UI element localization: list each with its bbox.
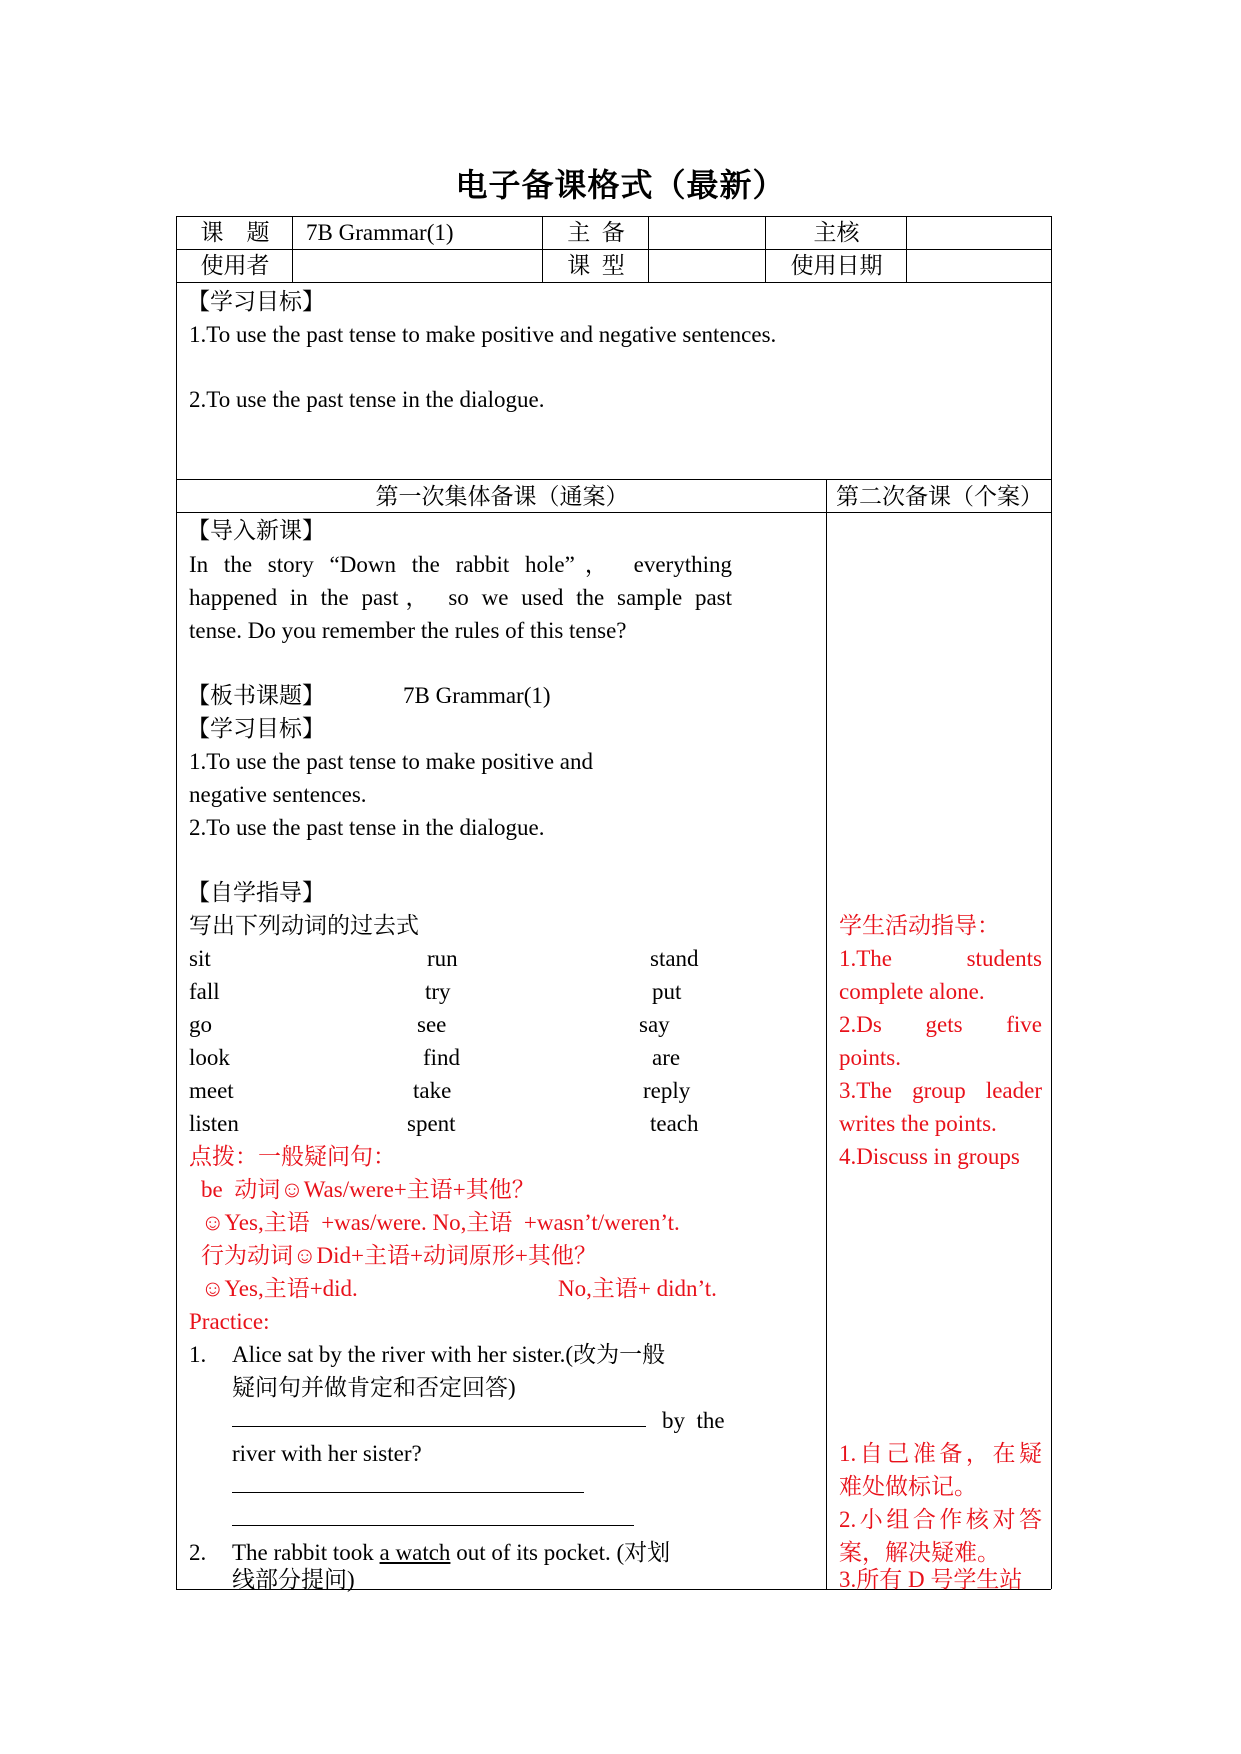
selfstudy-heading: 【自学指导】 <box>187 880 325 905</box>
verb-cell: are <box>652 1045 681 1070</box>
notes-line: 难处做标记。 <box>839 1474 977 1499</box>
table-col-divider <box>648 216 649 282</box>
answer-blank[interactable] <box>232 1402 646 1427</box>
document-title: 电子备课格式（最新） <box>455 167 786 203</box>
label-lesson-type: 课 型 <box>567 253 625 278</box>
label-reviewer: 主核 <box>813 220 860 245</box>
tips-heading: 点拨：一般疑问句： <box>189 1144 396 1169</box>
q1-line: river with her sister? <box>232 1441 422 1466</box>
practice-heading: Practice: <box>189 1309 270 1334</box>
table-col-divider <box>906 216 907 282</box>
goals2-line: 1.To use the past tense to make positive and <box>189 749 593 774</box>
notes-line: 案，解决疑难。 <box>839 1540 1000 1565</box>
goal-item: 1.To use the past tense to make positive and negative sentences. <box>189 322 777 347</box>
guide-line: 2.Ds gets five <box>839 1012 1042 1037</box>
board-heading: 【板书课题】 <box>187 683 325 708</box>
guide-line: 3.The group leader <box>839 1078 1042 1103</box>
goal-item: 2.To use the past tense in the dialogue. <box>189 387 545 412</box>
tips-line: ☺Yes,主语+did. <box>201 1276 358 1301</box>
table-col-divider <box>765 216 766 282</box>
column-header-left: 第一次集体备课（通案） <box>375 484 629 509</box>
value-topic: 7B Grammar(1) <box>306 220 454 245</box>
notes-line: 3.所有 D 号学生站 <box>839 1567 1023 1592</box>
notes-line: 1.自己准备，在疑 <box>839 1441 1042 1466</box>
verb-cell: find <box>423 1045 461 1070</box>
selfstudy-instruction: 写出下列动词的过去式 <box>189 913 419 938</box>
table-col-divider <box>826 479 827 1589</box>
verb-cell: see <box>417 1012 447 1037</box>
table-border-right <box>1051 216 1052 1589</box>
intro-line: tense. Do you remember the rules of this tense? <box>189 618 627 643</box>
verb-cell: try <box>425 979 451 1004</box>
q2-underlined: a watch <box>379 1540 451 1565</box>
answer-blank[interactable] <box>232 1468 584 1493</box>
goals2-line: negative sentences. <box>189 782 367 807</box>
guide-line: writes the points. <box>839 1111 997 1136</box>
tips-line: 行为动词☺Did+主语+动词原形+其他？ <box>201 1243 597 1268</box>
q1-line: by the <box>662 1408 725 1433</box>
verb-cell: fall <box>189 979 220 1004</box>
verb-cell: listen <box>189 1111 239 1136</box>
q2-text-post: out of its pocket. (对划 <box>450 1540 671 1565</box>
answer-blank[interactable] <box>232 1501 634 1526</box>
intro-heading: 【导入新课】 <box>187 518 325 543</box>
column-header-right: 第二次备课（个案） <box>836 484 1043 509</box>
intro-line: happened in the past， so we used the sample past <box>189 585 732 610</box>
q2-line: 线部分提问) <box>232 1567 355 1592</box>
guide-line: 4.Discuss in groups <box>839 1144 1020 1169</box>
table-row-divider <box>176 282 1051 283</box>
verb-cell: teach <box>650 1111 699 1136</box>
q2-line <box>232 1536 670 1569</box>
verb-cell: stand <box>650 946 699 971</box>
intro-line: In the story “Down the rabbit hole”， everything <box>189 552 732 577</box>
goals-heading: 【学习目标】 <box>187 289 325 314</box>
verb-cell: run <box>427 946 458 971</box>
verb-cell: sit <box>189 946 211 971</box>
table-col-divider <box>542 216 543 282</box>
guide-line: complete alone. <box>839 979 985 1004</box>
label-main-preparer: 主 备 <box>567 220 625 245</box>
verb-cell: spent <box>407 1111 456 1136</box>
label-user: 使用者 <box>200 253 270 278</box>
guide-line: points. <box>839 1045 901 1070</box>
q1-number: 1. <box>189 1342 207 1367</box>
tips-line: be 动词☺Was/were+主语+其他？ <box>201 1177 535 1202</box>
q2-text-pre: The rabbit took <box>232 1540 380 1565</box>
label-topic: 课 题 <box>200 220 270 245</box>
q1-line: 疑问句并做肯定和否定回答) <box>232 1375 516 1400</box>
verb-cell: reply <box>643 1078 691 1103</box>
label-use-date: 使用日期 <box>790 253 883 278</box>
tips-line: ☺Yes,主语 +was/were. No,主语 +wasn’t/weren’t. <box>201 1210 680 1235</box>
verb-cell: say <box>639 1012 670 1037</box>
board-topic: 7B Grammar(1) <box>403 683 551 708</box>
table-border-left <box>176 216 177 1589</box>
verb-cell: go <box>189 1012 212 1037</box>
guide-heading: 学生活动指导： <box>839 913 1000 938</box>
guide-line: 1.The students <box>839 946 1042 971</box>
notes-line: 2.小组合作核对答 <box>839 1507 1042 1532</box>
verb-cell: put <box>652 979 682 1004</box>
verb-cell: look <box>189 1045 230 1070</box>
goals2-line: 2.To use the past tense in the dialogue. <box>189 815 545 840</box>
table-col-divider <box>292 216 293 282</box>
tips-line: No,主语+ didn’t. <box>558 1276 717 1301</box>
goals2-heading: 【学习目标】 <box>187 716 325 741</box>
verb-cell: take <box>413 1078 452 1103</box>
q2-number: 2. <box>189 1540 207 1565</box>
verb-cell: meet <box>189 1078 234 1103</box>
q1-line: Alice sat by the river with her sister.(改为一般 <box>232 1342 666 1367</box>
